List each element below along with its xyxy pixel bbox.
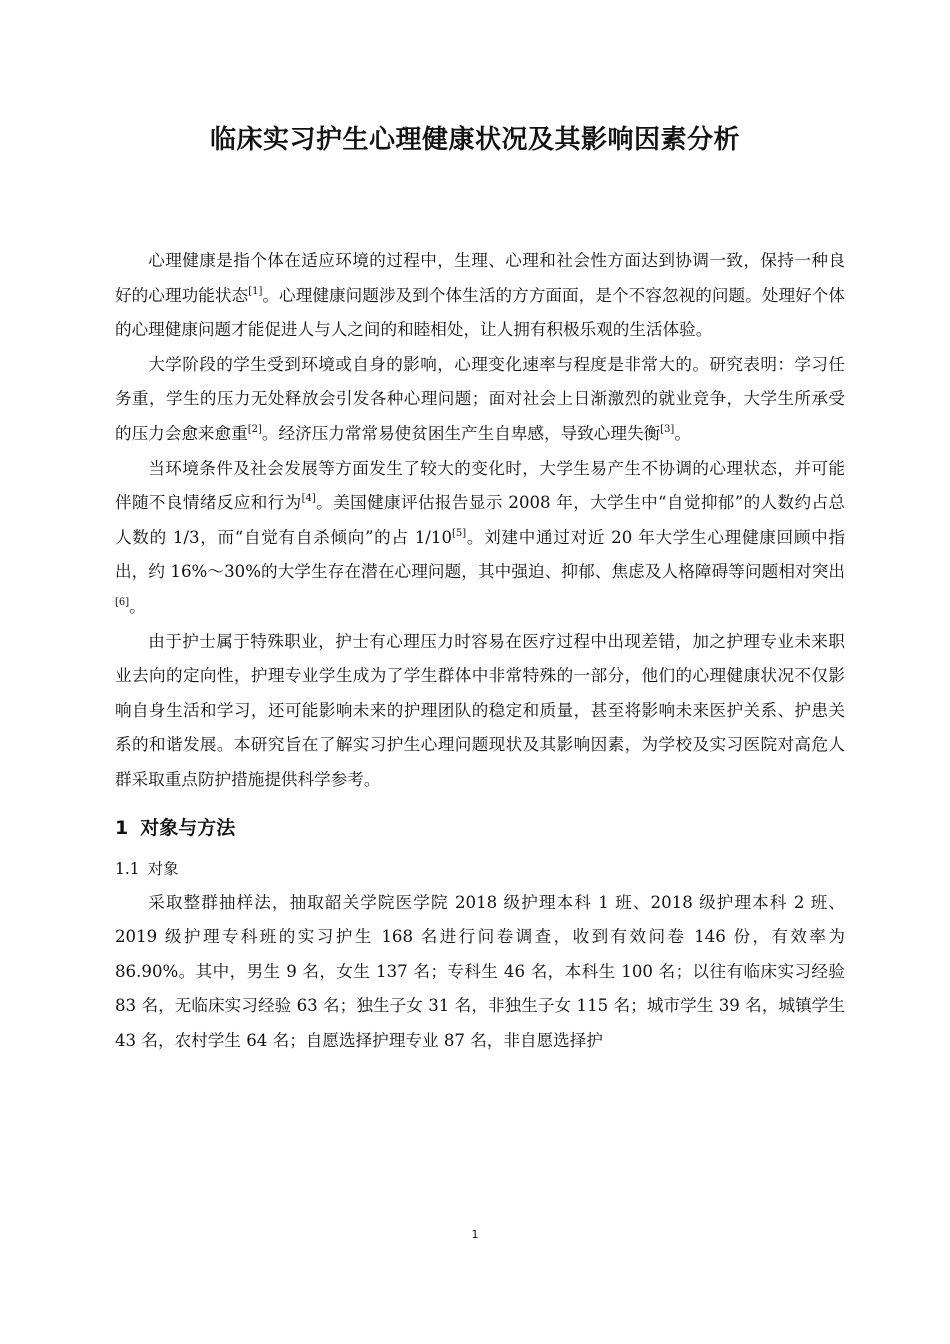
citation-ref: [4] <box>301 493 316 505</box>
document-body <box>115 244 845 1058</box>
subsection-title: 对象 <box>147 859 179 878</box>
section-heading <box>115 808 845 848</box>
document-title: 临床实习护生心理健康状况及其影响因素分析 <box>209 125 740 155</box>
subsection-number: 1.1 <box>115 859 140 878</box>
paragraph-subjects: 采取整群抽样法，抽取韶关学院医学院 2018 级护理本科 1 班、2018 级护理本科 2 班、2019 级护理专科班的实习护生 168 名进行问卷调查，收到有效问卷 146 份，有效率为 86.90%。其中，男生 9 名，女生 137 名；专科生 46 名，本科生 100 名；以往有临床实习经验 83 名，无临床实习经验 63 名；独生子女 31 名，非独生子女 115 名；城市学生 39 名，城镇学生 43 名，农村学生 64 名；自愿选择护理专业 87 名，非自愿选择护 <box>115 892 845 1050</box>
section-number: 1 <box>115 816 129 839</box>
citation-ref: [2] <box>247 423 262 435</box>
paragraph-intro-2: 大学阶段的学生受到环境或自身的影响，心理变化速率与程度是非常大的。研究表明：学习任务重，学生的压力无处释放会引发各种心理问题；面对社会上日渐激烈的就业竞争，大学生所承受的压力会愈来愈重[2]。经济压力常常易使贫困生产生自卑感，导致心理失衡[3]。 <box>115 354 845 443</box>
paragraph-intro-1: 心理健康是指个体在适应环境的过程中，生理、心理和社会性方面达到协调一致，保持一种良好的心理功能状态[1]。心理健康问题涉及到个体生活的方方面面，是个不容忽视的问题。处理好个体的心理健康问题才能促进人与人之间的和睦相处，让人拥有积极乐观的生活体验。 <box>115 251 846 340</box>
citation-ref: [3] <box>660 423 675 435</box>
paragraph-intro-3: 当环境条件及社会发展等方面发生了较大的变化时，大学生易产生不协调的心理状态，并可能伴随不良情绪反应和行为[4]。美国健康评估报告显示 2008 年，大学生中“自觉抑郁”的人数约占总人数的 1/3，而“自觉有自杀倾向”的占 1/10[5]。刘建中通过对近 20 年大学生心理健康回顾中指出，约 16%～30%的大学生存在潜在心理问题，其中强迫、抑郁、焦虑及人格障碍等问题相对突出[6]。 <box>115 458 846 616</box>
subsection-heading <box>115 852 845 886</box>
citation-ref: [5] <box>452 527 467 539</box>
citation-ref: [6] <box>115 596 130 608</box>
page-number: 1 <box>471 1228 479 1241</box>
section-title: 对象与方法 <box>140 816 236 839</box>
paragraph-intro-4: 由于护士属于特殊职业，护士有心理压力时容易在医疗过程中出现差错，加之护理专业未来职业去向的定向性，护理专业学生成为了学生群体中非常特殊的一部分，他们的心理健康状况不仅影响自身生活和学习，还可能影响未来的护理团队的稳定和质量，甚至将影响未来医护关系、护患关系的和谐发展。本研究旨在了解实习护生心理问题现状及其影响因素，为学校及实习医院对高危人群采取重点防护措施提供科学参考。 <box>115 631 845 789</box>
citation-ref: [1] <box>248 285 263 297</box>
